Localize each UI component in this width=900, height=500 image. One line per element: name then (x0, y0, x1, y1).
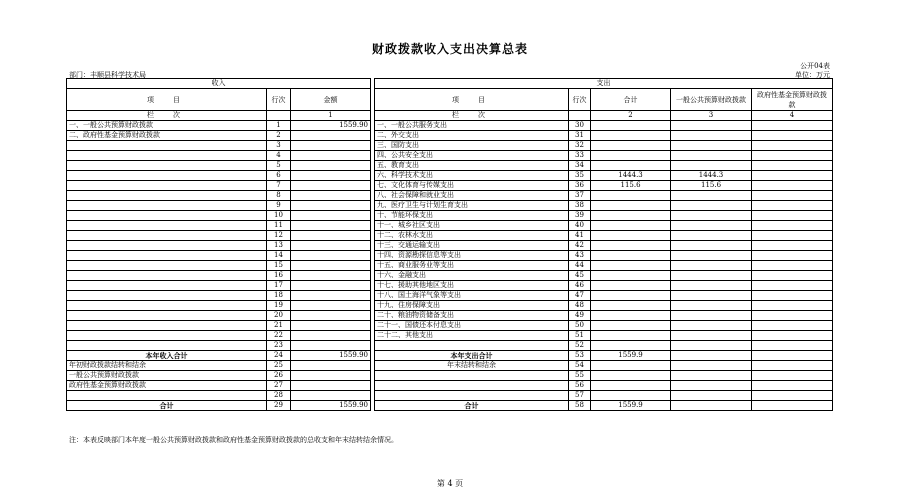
income-amount (291, 171, 371, 181)
income-row-no: 12 (267, 231, 291, 241)
exp-row-no: 30 (569, 121, 591, 131)
income-item (67, 211, 267, 221)
carry-in-fund-label: 政府性基金预算财政拨款 (67, 381, 267, 391)
col-2: 2 (591, 111, 671, 121)
income-item (67, 271, 267, 281)
exp-row-no: 39 (569, 211, 591, 221)
exp-row-no: 50 (569, 321, 591, 331)
income-row-no: 13 (267, 241, 291, 251)
income-amount-header: 金额 (291, 89, 371, 111)
exp-general (671, 201, 752, 211)
exp-total (591, 191, 671, 201)
exp-item: 二十、粮油物资储备支出 (375, 311, 569, 321)
exp-item: 一、一般公共服务支出 (375, 121, 569, 131)
exp-total (591, 151, 671, 161)
exp-item: 十六、金融支出 (375, 271, 569, 281)
carry-general-row (67, 371, 833, 381)
col-4: 4 (752, 111, 833, 121)
exp-row-no: 44 (569, 261, 591, 271)
department-label: 部门：丰顺县科学技术局 (69, 71, 146, 79)
row-no-28: 28 (267, 391, 291, 401)
exp-total (591, 311, 671, 321)
income-row-no: 17 (267, 281, 291, 291)
income-item: 一、一般公共预算财政拨款 (67, 121, 267, 131)
exp-item: 十七、援助其他地区支出 (375, 281, 569, 291)
header-row-1 (67, 79, 833, 89)
exp-total (591, 241, 671, 251)
exp-fund (752, 291, 833, 301)
income-rowno-header: 行次 (267, 89, 291, 111)
exp-total (591, 121, 671, 131)
income-amount (291, 151, 371, 161)
exp-item: 六、科学技术支出 (375, 171, 569, 181)
exp-row-no: 51 (569, 331, 591, 341)
exp-column-label: 栏 次 (375, 111, 569, 121)
table-row (67, 141, 833, 151)
income-item (67, 141, 267, 151)
exp-general (671, 291, 752, 301)
exp-general (671, 161, 752, 171)
income-amount (291, 221, 371, 231)
row-no-56: 56 (569, 381, 591, 391)
exp-rowno-header: 行次 (569, 89, 591, 111)
table-row (67, 221, 833, 231)
exp-general (671, 261, 752, 271)
exp-general (671, 241, 752, 251)
income-row-no: 15 (267, 261, 291, 271)
exp-total (591, 301, 671, 311)
exp-fund (752, 241, 833, 251)
exp-row-no: 49 (569, 311, 591, 321)
carry-fund-row (67, 381, 833, 391)
exp-item: 十四、资源勘探信息等支出 (375, 251, 569, 261)
exp-general: 115.6 (671, 181, 752, 191)
table-row (67, 331, 833, 341)
table-row (67, 131, 833, 141)
income-row-no: 19 (267, 301, 291, 311)
income-amount (291, 131, 371, 141)
exp-fund (752, 191, 833, 201)
carry-out-label: 年末结转和结余 (375, 361, 569, 371)
income-item (67, 191, 267, 201)
table-row (67, 321, 833, 331)
table-row (67, 231, 833, 241)
income-row-no: 14 (267, 251, 291, 261)
exp-total (591, 141, 671, 151)
exp-total: 115.6 (591, 181, 671, 191)
income-row-no: 18 (267, 291, 291, 301)
exp-row-no: 38 (569, 201, 591, 211)
exp-item: 九、医疗卫生与计划生育支出 (375, 201, 569, 211)
income-item (67, 261, 267, 271)
income-amount (291, 301, 371, 311)
income-row-no: 5 (267, 161, 291, 171)
blank-row (67, 391, 833, 401)
table-row (67, 271, 833, 281)
table-row (67, 161, 833, 171)
exp-item: 十三、交通运输支出 (375, 241, 569, 251)
footnote: 注：本表反映部门本年度一般公共预算财政拨款和政府性基金预算财政拨款的总收支和年末结转结余情况。 (69, 436, 398, 444)
exp-item: 二十一、国债还本付息支出 (375, 321, 569, 331)
income-column-label: 栏 次 (67, 111, 267, 121)
unit-label: 单位：万元 (795, 71, 830, 79)
grand-total-exp-no: 58 (569, 401, 591, 411)
income-item (67, 311, 267, 321)
exp-item: 八、社会保障和就业支出 (375, 191, 569, 201)
exp-general (671, 141, 752, 151)
exp-row-no: 47 (569, 291, 591, 301)
income-amount (291, 251, 371, 261)
income-item (67, 201, 267, 211)
income-row-no: 16 (267, 271, 291, 281)
exp-general-header: 一般公共预算财政拨款 (671, 89, 752, 111)
carry-row (67, 361, 833, 371)
exp-item (375, 341, 569, 351)
exp-general (671, 231, 752, 241)
exp-fund (752, 151, 833, 161)
year-exp-total-no: 53 (569, 351, 591, 361)
exp-fund (752, 321, 833, 331)
exp-fund (752, 141, 833, 151)
exp-fund (752, 331, 833, 341)
grand-total-exp-label: 合计 (375, 401, 569, 411)
table-row (67, 281, 833, 291)
exp-fund (752, 311, 833, 321)
exp-row-no: 31 (569, 131, 591, 141)
income-row-no: 22 (267, 331, 291, 341)
income-item (67, 151, 267, 161)
exp-total (591, 211, 671, 221)
income-item (67, 231, 267, 241)
exp-row-no: 45 (569, 271, 591, 281)
exp-fund (752, 231, 833, 241)
table-row (67, 341, 833, 351)
exp-item: 十一、城乡社区支出 (375, 221, 569, 231)
exp-item: 十九、住房保障支出 (375, 301, 569, 311)
exp-fund (752, 261, 833, 271)
year-income-total-label: 本年收入合计 (67, 351, 267, 361)
carry-in-general-label: 一般公共预算财政拨款 (67, 371, 267, 381)
income-amount (291, 211, 371, 221)
exp-general (671, 321, 752, 331)
income-amount (291, 261, 371, 271)
exp-general (671, 271, 752, 281)
exp-item: 二十二、其他支出 (375, 331, 569, 341)
income-amount (291, 271, 371, 281)
income-item (67, 281, 267, 291)
grand-total-row (67, 401, 833, 411)
exp-total (591, 341, 671, 351)
col-3: 3 (671, 111, 752, 121)
exp-general (671, 311, 752, 321)
income-item (67, 221, 267, 231)
income-amount (291, 231, 371, 241)
report-title: 财政拨款收入支出决算总表 (371, 42, 528, 56)
row-no-57: 57 (569, 391, 591, 401)
exp-total (591, 261, 671, 271)
income-item (67, 331, 267, 341)
table-row (67, 261, 833, 271)
exp-fund (752, 341, 833, 351)
exp-general (671, 191, 752, 201)
exp-general (671, 281, 752, 291)
exp-fund (752, 171, 833, 181)
income-row-no: 4 (267, 151, 291, 161)
exp-row-no: 32 (569, 141, 591, 151)
table-row (67, 201, 833, 211)
exp-row-no: 34 (569, 161, 591, 171)
income-row-no: 7 (267, 181, 291, 191)
income-amount (291, 191, 371, 201)
income-amount (291, 141, 371, 151)
grand-total-income-label: 合计 (67, 401, 267, 411)
exp-row-no: 42 (569, 241, 591, 251)
exp-item: 三、国防支出 (375, 141, 569, 151)
exp-fund (752, 121, 833, 131)
income-item (67, 181, 267, 191)
exp-item: 十、节能环保支出 (375, 211, 569, 221)
income-amount: 1559.90 (291, 121, 371, 131)
page-number: 第 4 页 (436, 479, 464, 488)
table-row (67, 151, 833, 161)
income-item (67, 251, 267, 261)
exp-item: 二、外交支出 (375, 131, 569, 141)
table-row (67, 241, 833, 251)
exp-general (671, 301, 752, 311)
row-no-55: 55 (569, 371, 591, 381)
income-item (67, 161, 267, 171)
exp-total (591, 321, 671, 331)
year-income-total-amount: 1559.90 (291, 351, 371, 361)
exp-row-no: 48 (569, 301, 591, 311)
income-amount (291, 241, 371, 251)
income-amount (291, 321, 371, 331)
exp-total (591, 231, 671, 241)
exp-fund (752, 281, 833, 291)
exp-total (591, 161, 671, 171)
year-income-total-no: 24 (267, 351, 291, 361)
exp-general (671, 341, 752, 351)
table-row (67, 301, 833, 311)
income-item: 二、政府性基金预算财政拨款 (67, 131, 267, 141)
income-amount (291, 181, 371, 191)
income-amount (291, 331, 371, 341)
year-exp-total-label: 本年支出合计 (375, 351, 569, 361)
income-row-no: 6 (267, 171, 291, 181)
exp-total (591, 331, 671, 341)
table-row (67, 251, 833, 261)
exp-fund (752, 201, 833, 211)
income-amount (291, 291, 371, 301)
income-item (67, 171, 267, 181)
carry-in-label: 年初财政拨款结转和结余 (67, 361, 267, 371)
exp-fund (752, 221, 833, 231)
exp-item: 五、教育支出 (375, 161, 569, 171)
table-row (67, 191, 833, 201)
exp-fund (752, 211, 833, 221)
income-row-no: 23 (267, 341, 291, 351)
income-item (67, 291, 267, 301)
income-row-no: 8 (267, 191, 291, 201)
exp-row-no: 43 (569, 251, 591, 261)
income-item (67, 321, 267, 331)
exp-item: 十五、商业服务业等支出 (375, 261, 569, 271)
exp-total (591, 251, 671, 261)
table-row (67, 291, 833, 301)
exp-total (591, 281, 671, 291)
table-row (67, 121, 833, 131)
exp-general (671, 331, 752, 341)
col-1: 1 (291, 111, 371, 121)
income-row-no: 21 (267, 321, 291, 331)
exp-fund (752, 131, 833, 141)
carry-in-no: 25 (267, 361, 291, 371)
exp-item: 七、文化体育与传媒支出 (375, 181, 569, 191)
table-row (67, 311, 833, 321)
table-row (67, 171, 833, 181)
exp-item: 十二、农林水支出 (375, 231, 569, 241)
exp-row-no: 41 (569, 231, 591, 241)
table-row (67, 181, 833, 191)
exp-row-no: 33 (569, 151, 591, 161)
year-exp-total-amount: 1559.9 (591, 351, 671, 361)
grand-total-income-no: 29 (267, 401, 291, 411)
income-item (67, 241, 267, 251)
exp-general (671, 121, 752, 131)
exp-total-header: 合计 (591, 89, 671, 111)
exp-row-no: 40 (569, 221, 591, 231)
income-amount (291, 341, 371, 351)
header-row-2 (67, 89, 833, 111)
exp-total (591, 131, 671, 141)
exp-total (591, 271, 671, 281)
exp-fund-header: 政府性基金预算财政拨款 (752, 89, 833, 111)
exp-general (671, 151, 752, 161)
exp-fund (752, 271, 833, 281)
income-amount (291, 161, 371, 171)
income-row-no: 2 (267, 131, 291, 141)
form-code: 公开04表 (800, 62, 830, 70)
income-row-no: 20 (267, 311, 291, 321)
exp-fund (752, 161, 833, 171)
exp-total (591, 291, 671, 301)
exp-row-no: 52 (569, 341, 591, 351)
exp-total (591, 221, 671, 231)
exp-row-no: 36 (569, 181, 591, 191)
income-row-no: 10 (267, 211, 291, 221)
exp-general (671, 131, 752, 141)
expenditure-header: 支出 (375, 79, 833, 89)
carry-in-fund-no: 27 (267, 381, 291, 391)
grand-total-income-amount: 1559.90 (291, 401, 371, 411)
exp-row-no: 37 (569, 191, 591, 201)
year-total-row (67, 351, 833, 361)
income-item (67, 301, 267, 311)
exp-row-no: 46 (569, 281, 591, 291)
exp-total (591, 201, 671, 211)
exp-general: 1444.3 (671, 171, 752, 181)
income-row-no: 1 (267, 121, 291, 131)
grand-total-exp-amount: 1559.9 (591, 401, 671, 411)
income-amount (291, 201, 371, 211)
exp-general (671, 221, 752, 231)
income-item (67, 341, 267, 351)
carry-in-general-no: 26 (267, 371, 291, 381)
income-amount (291, 311, 371, 321)
budget-summary-table (66, 78, 833, 411)
exp-general (671, 251, 752, 261)
income-header: 收入 (67, 79, 371, 89)
income-row-no: 11 (267, 221, 291, 231)
exp-item: 四、公共安全支出 (375, 151, 569, 161)
exp-fund (752, 181, 833, 191)
exp-fund (752, 251, 833, 261)
income-row-no: 9 (267, 201, 291, 211)
exp-fund (752, 301, 833, 311)
table-row (67, 211, 833, 221)
carry-out-no: 54 (569, 361, 591, 371)
column-index-row (67, 111, 833, 121)
income-row-no: 3 (267, 141, 291, 151)
exp-item-header: 项 目 (375, 89, 569, 111)
exp-item: 十八、国土海洋气象等支出 (375, 291, 569, 301)
exp-total: 1444.3 (591, 171, 671, 181)
income-item-header: 项 目 (67, 89, 267, 111)
exp-general (671, 211, 752, 221)
income-amount (291, 281, 371, 291)
exp-row-no: 35 (569, 171, 591, 181)
